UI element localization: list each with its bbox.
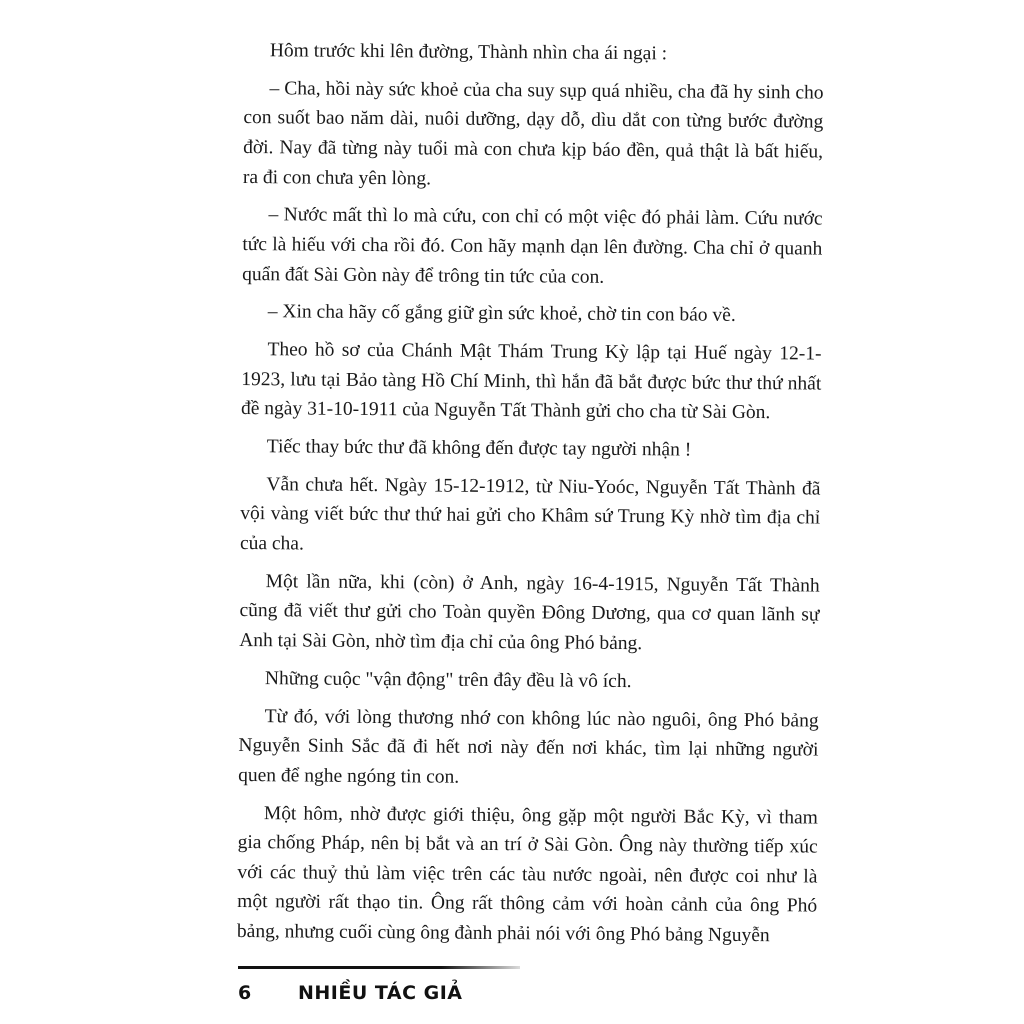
paragraph: Hôm trước khi lên đường, Thành nhìn cha ái ngại : (269, 40, 668, 65)
page-number: 6 (238, 982, 252, 1004)
paragraph: Một lần nữa, khi (còn) ở Anh, ngày 16-4-1915, Nguyễn Tất Thành cũng đã viết thư gửi cho Toàn quyền Đông Dương, qua cơ quan lãnh sự Anh tại Sài Gòn, nhờ tìm địa chỉ của ông Phó bảng. (239, 571, 820, 655)
paragraph: – Xin cha hãy cố gắng giữ gìn sức khoẻ, chờ tin con báo về. (267, 301, 736, 327)
paragraph: Vẫn chưa hết. Ngày 15-12-1912, từ Niu-Yoóc, Nguyễn Tất Thành đã vội vàng viết bức thư thứ hai gửi cho Khâm sứ Trung Kỳ nhờ tìm địa chỉ của cha. (239, 474, 821, 555)
footer-divider (238, 966, 520, 969)
paragraph: Một hôm, nhờ được giới thiệu, ông gặp một người Bắc Kỳ, vì tham gia chống Pháp, nên bị bắt và an trí ở Sài Gòn. Ông này thường tiếp xúc với các thuỷ thủ làm việc trên các tàu nước ngoài, nên được coi như là một người rất thạo tin. Ông rất thông cảm với hoàn cảnh của ông Phó bảng, nhưng cuối cùng ông đành phải nói với ông Phó bảng Nguyễn (236, 802, 818, 947)
body-text (237, 36, 824, 959)
page-footer (238, 982, 463, 1004)
paragraph: Tiếc thay bức thư đã không đến được tay người nhận ! (266, 436, 692, 461)
paragraph: Những cuộc "vận động" trên đây đều là vô ích. (264, 667, 632, 692)
paragraph: – Nước mất thì lo mà cứu, con chỉ có một việc đó phải làm. Cứu nước tức là hiếu với cha rồi đó. Con hãy mạnh dạn lên đường. Cha chỉ ở quanh quẩn đất Sài Gòn này để trông tin tức của con. (242, 204, 823, 288)
paragraph: – Cha, hồi này sức khoẻ của cha suy sụp quá nhiều, cha đã hy sinh cho con suốt bao năm dài, nuôi dưỡng, dạy dỗ, dìu dắt con từng bước đường đời. Nay đã từng này tuổi mà con chưa kịp báo đền, quả thật là bất hiếu, ra đi con chưa yên lòng. (242, 77, 824, 190)
paragraph: Theo hồ sơ của Chánh Mật Thám Trung Kỳ lập tại Huế ngày 12-1-1923, lưu tại Bảo tàng Hồ Chí Minh, thì hắn đã bắt được bức thư thứ nhất đề ngày 31-10-1911 của Nguyễn Tất Thành gửi cho cha từ Sài Gòn. (240, 339, 822, 424)
running-head-author: NHIỀU TÁC GIẢ (298, 982, 463, 1004)
paragraph: Từ đó, với lòng thương nhớ con không lúc nào nguôi, ông Phó bảng Nguyễn Sinh Sắc đã đi hết nơi này đến nơi khác, tìm lại những người quen để nghe ngóng tin con. (238, 705, 819, 788)
